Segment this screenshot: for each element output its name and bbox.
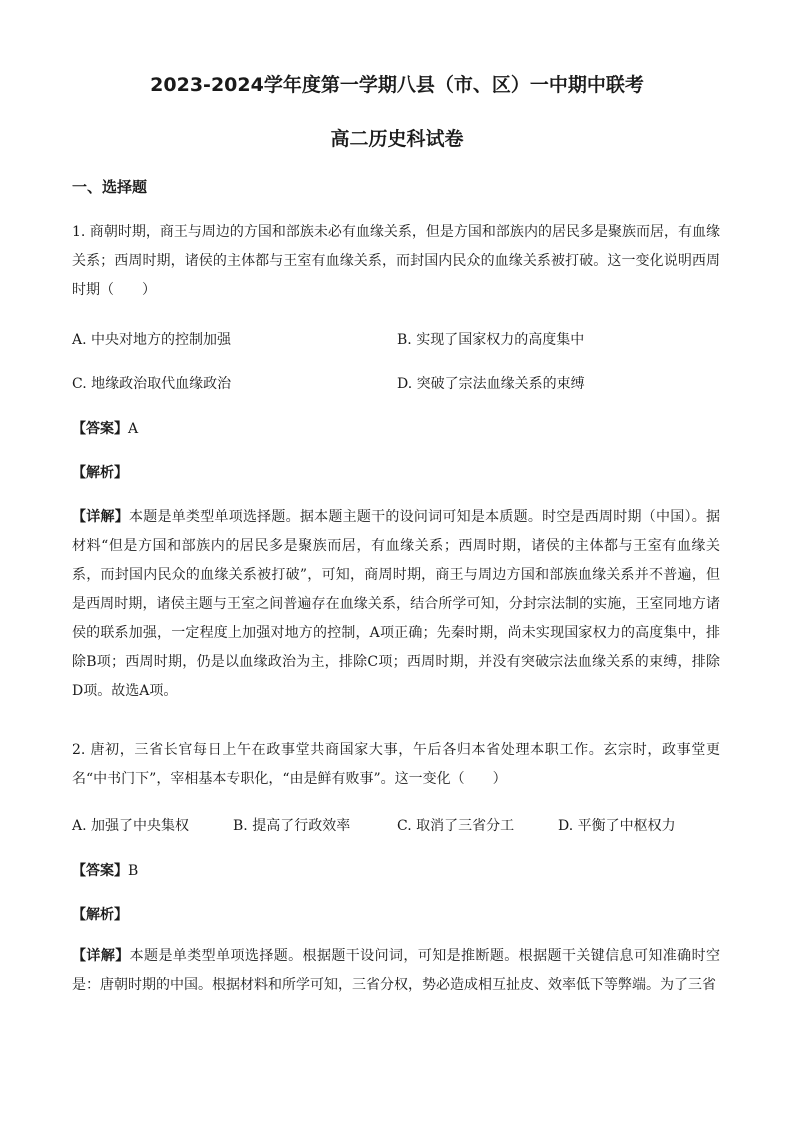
question-2-option-c: C. 取消了三省分工 bbox=[397, 818, 515, 834]
exam-title: 2023-2024学年度第一学期八县（市、区）一中期中联考 bbox=[150, 74, 644, 96]
question-1-analysis-tag: 【解析】 bbox=[72, 465, 128, 481]
question-1-option-a: A. 中央对地方的控制加强 bbox=[72, 332, 232, 348]
question-2-option-a: A. 加强了中央集权 bbox=[72, 818, 190, 834]
detail-tag: 【详解】 bbox=[72, 948, 130, 964]
exam-subtitle: 高二历史科试卷 bbox=[330, 128, 464, 150]
answer-tag: 【答案】 bbox=[72, 863, 128, 879]
answer-tag: 【答案】 bbox=[72, 421, 128, 437]
question-1-option-b: B. 实现了国家权力的高度集中 bbox=[397, 332, 585, 348]
question-1-option-c: C. 地缘政治取代血缘政治 bbox=[72, 376, 232, 392]
question-2-answer bbox=[72, 860, 138, 880]
question-2-option-d: D. 平衡了中枢权力 bbox=[558, 818, 676, 834]
question-2-stem: 2. 唐初，三省长官每日上午在政事堂共商国家大事，午后各归本省处理本职工作。玄宗时，政事堂更名“中书门下”，宰相基本专职化，“由是鲜有败事”。这一变化（ ） bbox=[72, 742, 720, 787]
question-1-answer bbox=[72, 418, 138, 438]
detail-tag: 【详解】 bbox=[72, 509, 129, 525]
question-1-stem: 1. 商朝时期，商王与周边的方国和部族未必有血缘关系，但是方国和部族内的居民多是聚族而居，有血缘关系；西周时期，诸侯的主体都与王室有血缘关系，而封国内民众的血缘关系被打破。这一变化说明西周时期（ ） bbox=[72, 224, 720, 298]
question-1-detail bbox=[72, 503, 720, 706]
question-2-detail bbox=[72, 942, 720, 1000]
answer-value: A bbox=[128, 421, 139, 437]
detail-text: 本题是单类型单项选择题。据本题主题干的设问词可知是本质题。时空是西周时期（中国）。据材料“但是方国和部族内的居民多是聚族而居，有血缘关系；西周时期，诸侯的主体都与王室有血缘关系，而封国内民众的血缘关系被打破”，可知，商周时期，商王与周边方国和部族血缘关系并不普遍，但是西周时期，诸侯主题与王室之间普遍存在血缘关系，结合所学可知，分封宗法制的实施，王室同地方诸侯的联系加强，一定程度上加强对地方的控制，A项正确；先秦时期，尚未实现国家权力的高度集中，排除B项；西周时期，仍是以血缘政治为主，排除C项；西周时期，并没有突破宗法血缘关系的束缚，排除D项。故选A项。 bbox=[72, 509, 721, 699]
question-2-analysis-tag: 【解析】 bbox=[72, 907, 128, 923]
question-2-option-b: B. 提高了行政效率 bbox=[233, 818, 351, 834]
detail-text: 本题是单类型单项选择题。根据题干设问词，可知是推断题。根据题干关键信息可知准确时空是：唐朝时期的中国。根据材料和所学可知，三省分权，势必造成相互扯皮、效率低下等弊端。为了三省 bbox=[72, 948, 721, 993]
answer-value: B bbox=[128, 863, 139, 879]
question-1-option-d: D. 突破了宗法血缘关系的束缚 bbox=[397, 376, 585, 392]
section-heading: 一、选择题 bbox=[72, 178, 148, 196]
